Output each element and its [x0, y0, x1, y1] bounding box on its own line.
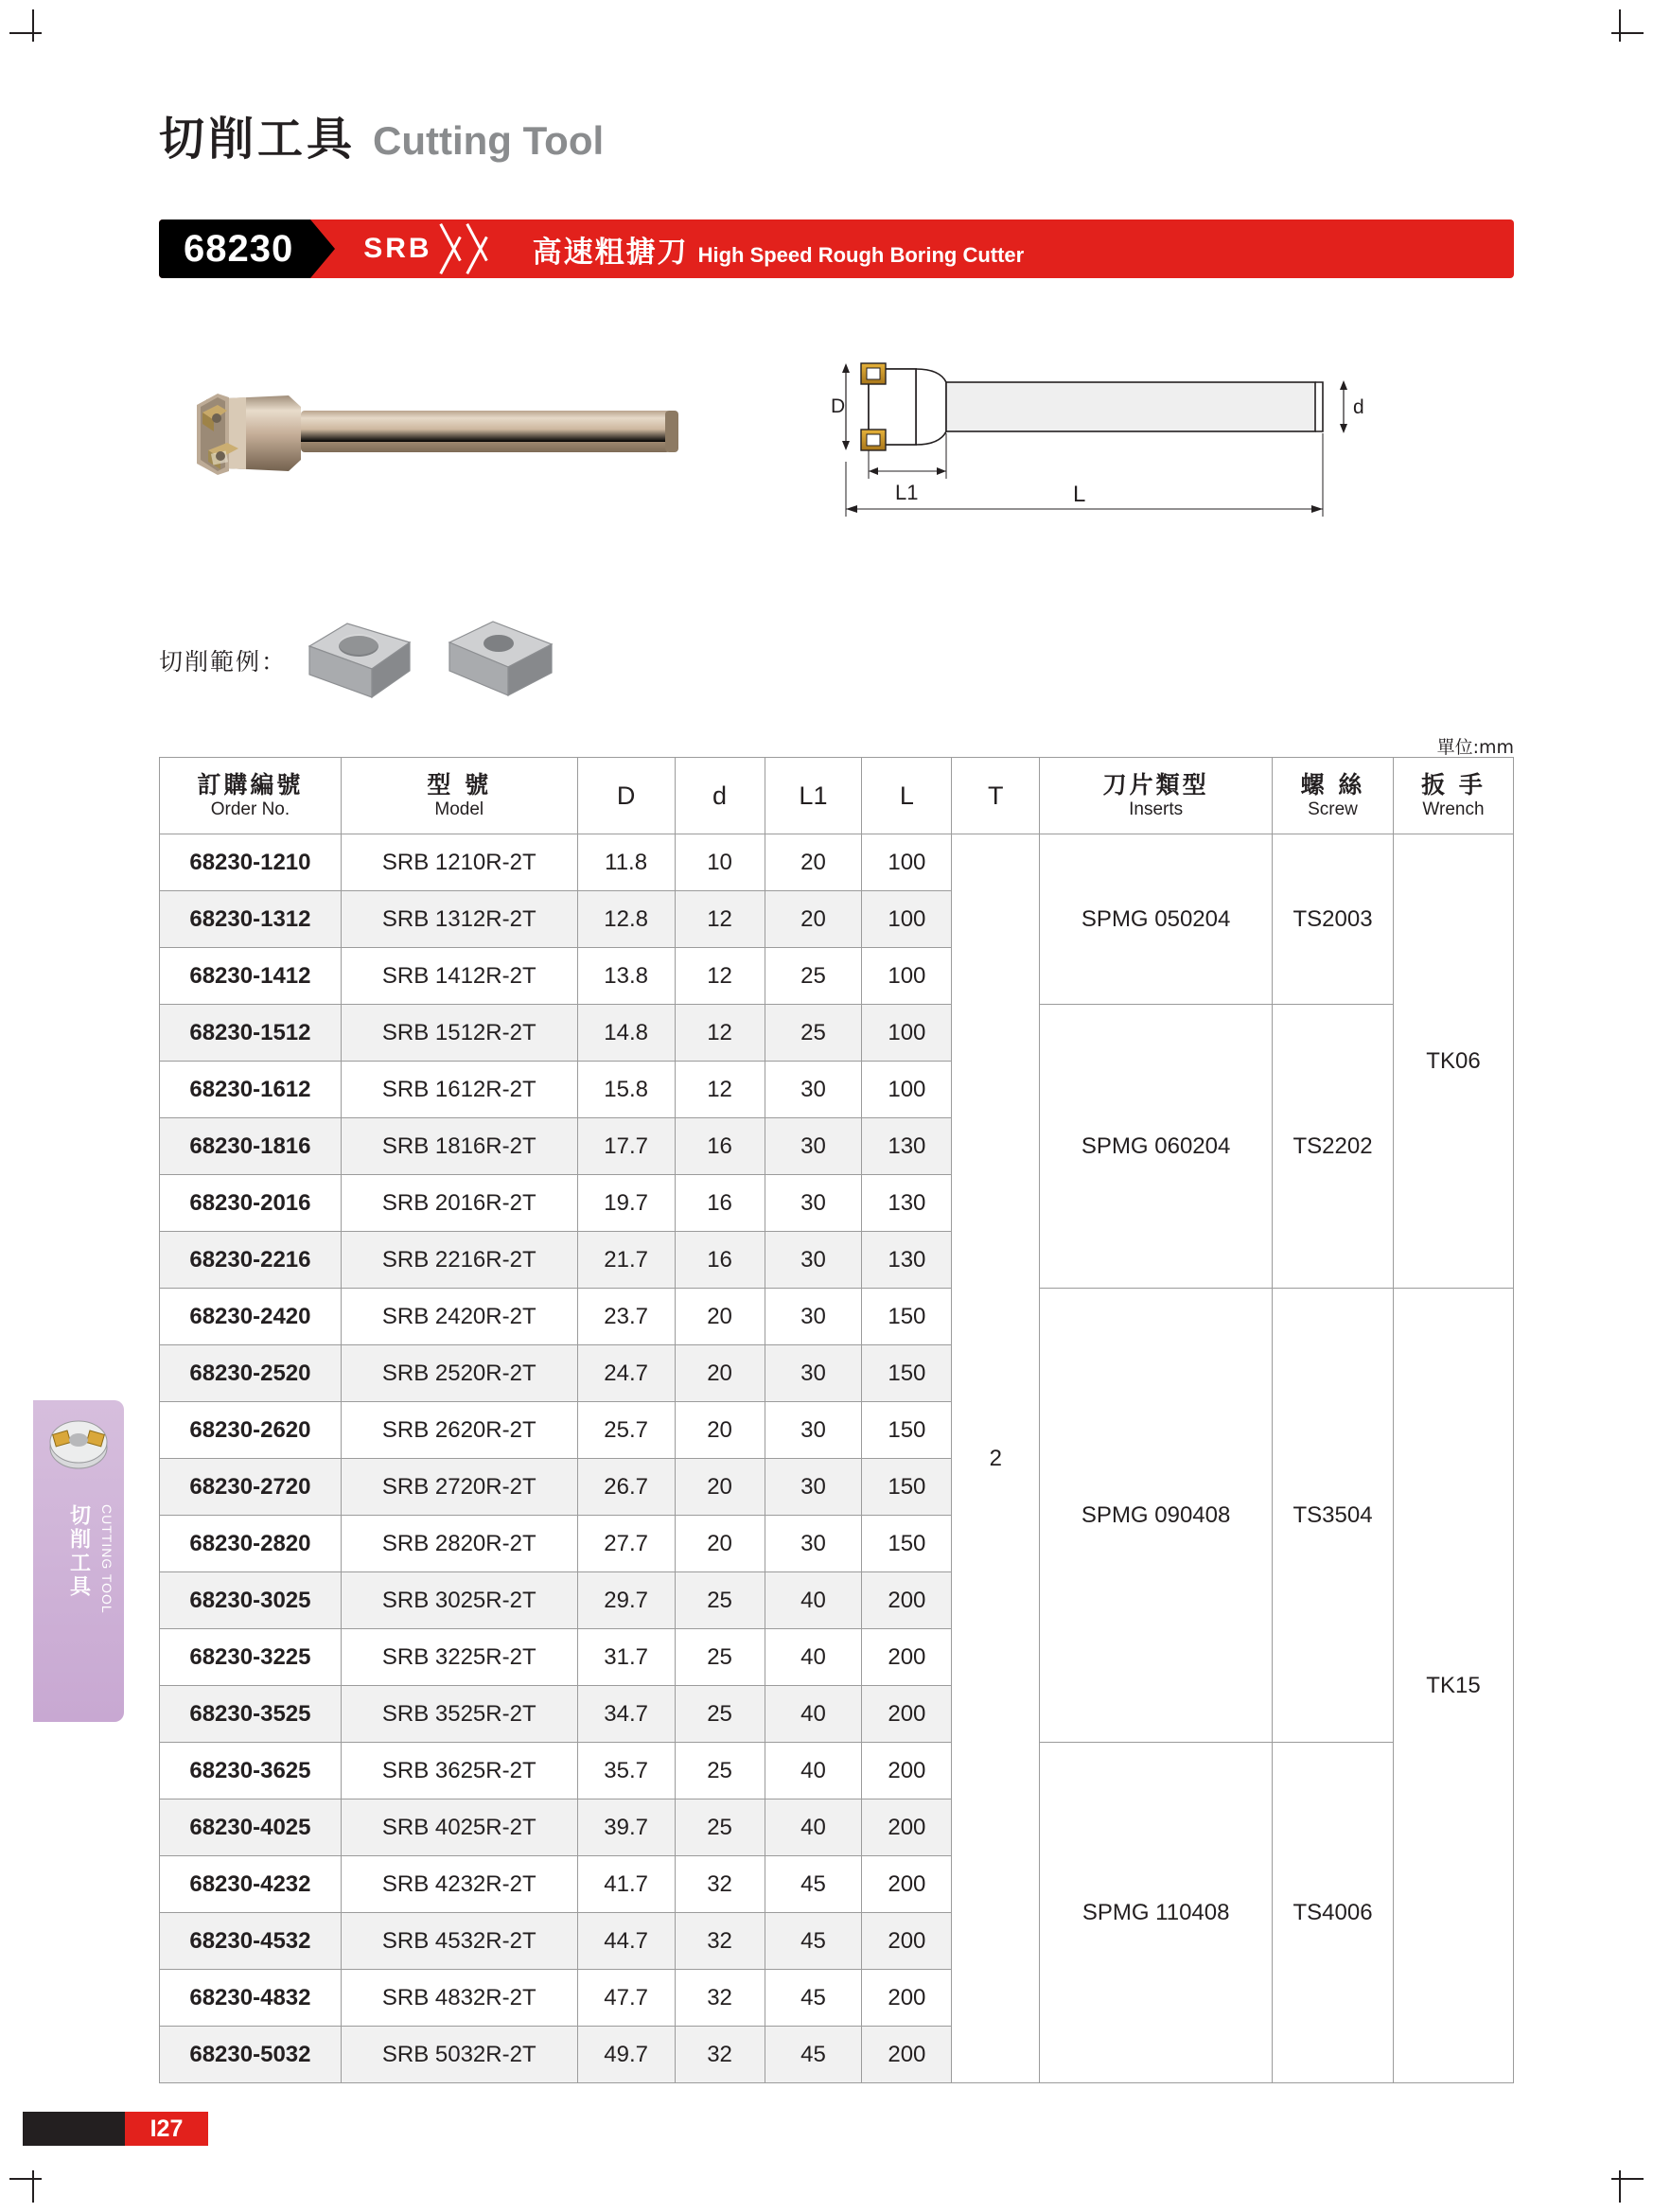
cell-D: 31.7: [577, 1629, 675, 1686]
cell-d: 32: [675, 1856, 765, 1913]
cell-d: 32: [675, 1913, 765, 1970]
cell-d: 25: [675, 1686, 765, 1743]
cell-screw: TS2003: [1273, 834, 1394, 1005]
cell-L1: 20: [765, 834, 862, 891]
cell-L1: 30: [765, 1175, 862, 1232]
cell-D: 14.8: [577, 1005, 675, 1062]
cell-order-no: 68230-4532: [160, 1913, 342, 1970]
cell-L: 100: [862, 1062, 952, 1118]
th-inserts-en: Inserts: [1129, 799, 1184, 819]
page-number: I27: [125, 2112, 208, 2146]
cell-L: 200: [862, 1572, 952, 1629]
crop-mark-bottom-left-h: [9, 2178, 42, 2180]
cell-model: SRB 3525R-2T: [341, 1686, 577, 1743]
cell-screw: TS2202: [1273, 1005, 1394, 1289]
cell-inserts: SPMG 050204: [1040, 834, 1273, 1005]
tool-photo: [189, 377, 776, 556]
th-wrench-cn: 扳 手: [1421, 771, 1486, 799]
th-order-no: [160, 758, 342, 834]
th-order-no-en: Order No.: [210, 799, 290, 819]
cell-D: 27.7: [577, 1516, 675, 1572]
cell-model: SRB 2820R-2T: [341, 1516, 577, 1572]
side-tab-cutting-tool: [33, 1400, 124, 1722]
th-model-cn: 型 號: [427, 771, 492, 799]
unit-note: 單位:mm: [1436, 737, 1514, 758]
crop-mark-top-left-h: [9, 32, 42, 34]
label-L1: L1: [895, 481, 919, 504]
cell-order-no: 68230-2016: [160, 1175, 342, 1232]
cell-L1: 25: [765, 948, 862, 1005]
product-code: 68230: [159, 219, 310, 278]
cell-order-no: 68230-3625: [160, 1743, 342, 1799]
cell-D: 12.8: [577, 891, 675, 948]
cell-L: 100: [862, 948, 952, 1005]
cell-model: SRB 5032R-2T: [341, 2027, 577, 2083]
technical-drawing: [821, 350, 1512, 530]
th-L: L: [862, 758, 952, 834]
cell-model: SRB 3625R-2T: [341, 1743, 577, 1799]
cell-model: SRB 4832R-2T: [341, 1970, 577, 2027]
table-row: [160, 834, 1514, 891]
cell-L1: 30: [765, 1289, 862, 1345]
th-model: [341, 758, 577, 834]
product-name-cn: 高速粗搪刀: [532, 235, 689, 270]
cell-L1: 30: [765, 1402, 862, 1459]
cell-L: 100: [862, 834, 952, 891]
cell-L: 200: [862, 1743, 952, 1799]
cell-D: 25.7: [577, 1402, 675, 1459]
cell-L1: 20: [765, 891, 862, 948]
cell-order-no: 68230-1816: [160, 1118, 342, 1175]
cutter-head-icon: [44, 1415, 113, 1474]
cell-order-no: 68230-1512: [160, 1005, 342, 1062]
cell-D: 35.7: [577, 1743, 675, 1799]
cell-order-no: 68230-2520: [160, 1345, 342, 1402]
cell-L: 150: [862, 1402, 952, 1459]
th-model-en: Model: [434, 799, 484, 819]
cell-d: 20: [675, 1289, 765, 1345]
cell-d: 25: [675, 1572, 765, 1629]
side-tab-label-en: CUTTING TOOL: [99, 1504, 114, 1614]
cell-L1: 30: [765, 1062, 862, 1118]
cell-D: 24.7: [577, 1345, 675, 1402]
cell-d: 16: [675, 1175, 765, 1232]
cell-inserts: SPMG 060204: [1040, 1005, 1273, 1289]
cell-model: SRB 2016R-2T: [341, 1175, 577, 1232]
th-d: d: [675, 758, 765, 834]
cell-model: SRB 1412R-2T: [341, 948, 577, 1005]
cell-D: 19.7: [577, 1175, 675, 1232]
product-series: SRB: [363, 233, 432, 264]
cell-order-no: 68230-2720: [160, 1459, 342, 1516]
label-L: L: [1073, 482, 1086, 507]
cell-D: 13.8: [577, 948, 675, 1005]
cell-model: SRB 1312R-2T: [341, 891, 577, 948]
cell-d: 25: [675, 1629, 765, 1686]
chevron-right-icon-2: [484, 219, 516, 278]
cell-L: 130: [862, 1118, 952, 1175]
cell-inserts: SPMG 110408: [1040, 1743, 1273, 2083]
cell-d: 25: [675, 1799, 765, 1856]
cell-L1: 40: [765, 1572, 862, 1629]
cell-L: 150: [862, 1345, 952, 1402]
cell-L: 200: [862, 1686, 952, 1743]
cell-L1: 25: [765, 1005, 862, 1062]
cell-L1: 30: [765, 1345, 862, 1402]
svg-text:D: D: [831, 395, 846, 417]
cell-model: SRB 2216R-2T: [341, 1232, 577, 1289]
cell-L: 200: [862, 1856, 952, 1913]
cell-d: 25: [675, 1743, 765, 1799]
cell-screw: TS3504: [1273, 1289, 1394, 1743]
crop-mark-bottom-right-h: [1611, 2178, 1644, 2180]
cell-L: 130: [862, 1232, 952, 1289]
cell-L1: 30: [765, 1516, 862, 1572]
cell-D: 47.7: [577, 1970, 675, 2027]
cell-model: SRB 1612R-2T: [341, 1062, 577, 1118]
cell-wrench: TK15: [1393, 1289, 1513, 2083]
cell-L: 150: [862, 1459, 952, 1516]
crop-mark-top-right: [1619, 9, 1621, 42]
cell-order-no: 68230-2620: [160, 1402, 342, 1459]
crop-mark-bottom-left: [32, 2170, 34, 2203]
cell-order-no: 68230-3525: [160, 1686, 342, 1743]
cell-D: 17.7: [577, 1118, 675, 1175]
side-tab-label-cn: 切削工具: [66, 1504, 91, 1599]
cell-L1: 45: [765, 2027, 862, 2083]
cell-L1: 30: [765, 1459, 862, 1516]
cell-model: SRB 4025R-2T: [341, 1799, 577, 1856]
cell-order-no: 68230-1612: [160, 1062, 342, 1118]
cell-d: 16: [675, 1232, 765, 1289]
cell-d: 20: [675, 1459, 765, 1516]
product-name: [533, 228, 1025, 271]
cell-order-no: 68230-3225: [160, 1629, 342, 1686]
crop-mark-top-left: [32, 9, 34, 42]
cell-model: SRB 3225R-2T: [341, 1629, 577, 1686]
page-title: [159, 102, 604, 167]
svg-text:d: d: [1353, 396, 1364, 418]
cell-order-no: 68230-4832: [160, 1970, 342, 2027]
page-footer: [23, 2112, 208, 2146]
th-order-no-cn: 訂購編號: [197, 771, 304, 799]
table-header-row: [160, 758, 1514, 834]
cell-order-no: 68230-1412: [160, 948, 342, 1005]
cell-L: 150: [862, 1289, 952, 1345]
cell-model: SRB 4232R-2T: [341, 1856, 577, 1913]
cell-d: 16: [675, 1118, 765, 1175]
cell-order-no: 68230-5032: [160, 2027, 342, 2083]
cell-model: SRB 2720R-2T: [341, 1459, 577, 1516]
cell-L: 200: [862, 1629, 952, 1686]
cell-D: 29.7: [577, 1572, 675, 1629]
th-T: T: [952, 758, 1040, 834]
cell-D: 11.8: [577, 834, 675, 891]
cell-L1: 30: [765, 1118, 862, 1175]
cell-model: SRB 1816R-2T: [341, 1118, 577, 1175]
cell-d: 20: [675, 1402, 765, 1459]
cell-model: SRB 3025R-2T: [341, 1572, 577, 1629]
cell-T: 2: [952, 834, 1040, 2083]
cell-order-no: 68230-3025: [160, 1572, 342, 1629]
cell-L1: 45: [765, 1856, 862, 1913]
th-inserts-cn: 刀片類型: [1102, 771, 1209, 799]
cell-D: 39.7: [577, 1799, 675, 1856]
cell-d: 32: [675, 1970, 765, 2027]
cell-d: 12: [675, 1062, 765, 1118]
th-wrench-en: Wrench: [1422, 799, 1485, 819]
banner-arrow-icon: [310, 219, 335, 278]
cell-model: SRB 1210R-2T: [341, 834, 577, 891]
cell-order-no: 68230-2820: [160, 1516, 342, 1572]
cell-order-no: 68230-2216: [160, 1232, 342, 1289]
insert-shape-round-icon: [298, 610, 421, 710]
cell-L: 150: [862, 1516, 952, 1572]
cell-L: 100: [862, 891, 952, 948]
cell-L1: 45: [765, 1970, 862, 2027]
cell-L: 200: [862, 2027, 952, 2083]
cell-D: 15.8: [577, 1062, 675, 1118]
cutting-example-label: 切削範例：: [159, 647, 288, 676]
th-screw-en: Screw: [1308, 799, 1358, 819]
cell-wrench: TK06: [1393, 834, 1513, 1289]
cell-d: 20: [675, 1516, 765, 1572]
cell-L1: 45: [765, 1913, 862, 1970]
th-D: D: [577, 758, 675, 834]
page-title-cn: 切削工具: [159, 113, 357, 166]
cell-L1: 40: [765, 1799, 862, 1856]
cell-d: 32: [675, 2027, 765, 2083]
crop-mark-bottom-right: [1619, 2170, 1621, 2203]
cell-d: 20: [675, 1345, 765, 1402]
table-row: [160, 1289, 1514, 1345]
th-wrench: [1393, 758, 1513, 834]
cell-order-no: 68230-4232: [160, 1856, 342, 1913]
cell-order-no: 68230-2420: [160, 1289, 342, 1345]
cell-model: SRB 2620R-2T: [341, 1402, 577, 1459]
cell-L: 200: [862, 1970, 952, 2027]
product-banner: [159, 219, 1514, 278]
cell-d: 12: [675, 1005, 765, 1062]
cell-L1: 30: [765, 1232, 862, 1289]
insert-shape-square-icon: [438, 610, 561, 710]
cell-screw: TS4006: [1273, 1743, 1394, 2083]
page-title-en: Cutting Tool: [373, 118, 605, 163]
cell-model: SRB 2520R-2T: [341, 1345, 577, 1402]
th-screw-cn: 螺 絲: [1300, 771, 1365, 799]
th-L1: L1: [765, 758, 862, 834]
cell-order-no: 68230-1312: [160, 891, 342, 948]
cell-model: SRB 1512R-2T: [341, 1005, 577, 1062]
cell-order-no: 68230-1210: [160, 834, 342, 891]
table-row: [160, 1743, 1514, 1799]
th-screw: [1273, 758, 1394, 834]
cell-model: SRB 4532R-2T: [341, 1913, 577, 1970]
spec-table: [159, 757, 1514, 2083]
cell-D: 21.7: [577, 1232, 675, 1289]
cell-L1: 40: [765, 1686, 862, 1743]
cell-L: 200: [862, 1913, 952, 1970]
cell-d: 10: [675, 834, 765, 891]
cell-D: 23.7: [577, 1289, 675, 1345]
table-row: [160, 1005, 1514, 1062]
cutting-example: [159, 610, 561, 710]
cell-D: 49.7: [577, 2027, 675, 2083]
cell-L1: 40: [765, 1743, 862, 1799]
table-body: [160, 834, 1514, 2083]
cell-L1: 40: [765, 1629, 862, 1686]
cell-order-no: 68230-4025: [160, 1799, 342, 1856]
crop-mark-top-right-h: [1611, 32, 1644, 34]
footer-black-block: [23, 2112, 125, 2146]
cell-D: 44.7: [577, 1913, 675, 1970]
cell-L: 200: [862, 1799, 952, 1856]
cell-d: 12: [675, 891, 765, 948]
cell-d: 12: [675, 948, 765, 1005]
cell-D: 41.7: [577, 1856, 675, 1913]
cell-model: SRB 2420R-2T: [341, 1289, 577, 1345]
cell-L: 130: [862, 1175, 952, 1232]
product-name-en: High Speed Rough Boring Cutter: [697, 242, 1025, 267]
cell-D: 26.7: [577, 1459, 675, 1516]
cell-D: 34.7: [577, 1686, 675, 1743]
th-inserts: [1040, 758, 1273, 834]
cell-L: 100: [862, 1005, 952, 1062]
cell-inserts: SPMG 090408: [1040, 1289, 1273, 1743]
